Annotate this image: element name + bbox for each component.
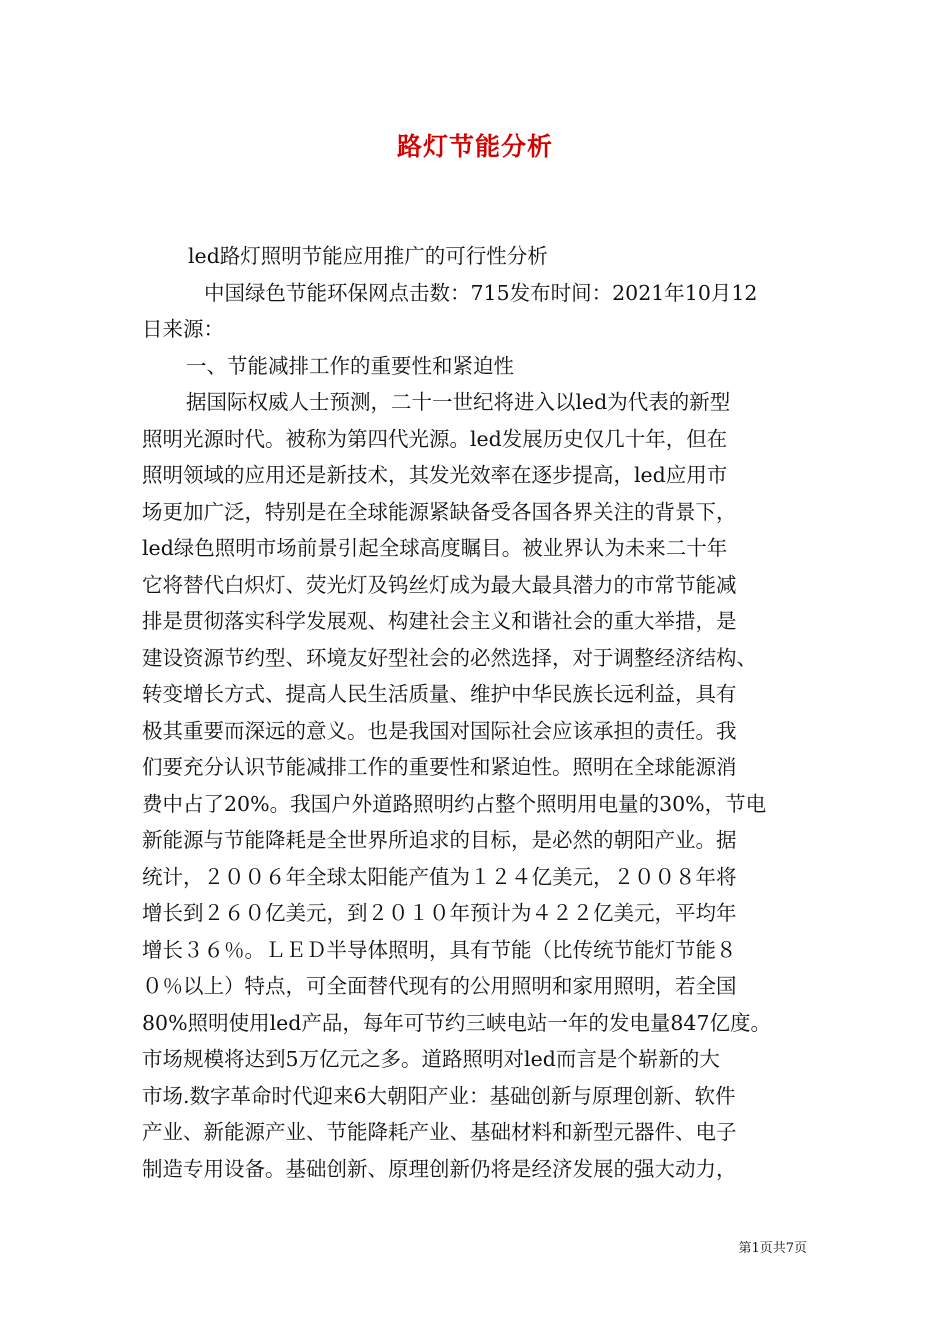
paragraph-line: 场更加广泛，特别是在全球能源紧缺备受各国各界关注的背景下， [142,499,737,524]
paragraph-line: 据国际权威人士预测，二十一世纪将进入以led为代表的新型 [186,390,731,414]
paragraph-line: 80%照明使用led产品，每年可节约三峡电站一年的发电量847亿度。 [142,1010,772,1035]
paragraph-line: led绿色照明市场前景引起全球高度瞩目。被业界认为未来二十年 [142,536,728,560]
paragraph-line: 增长３６％。ＬＥＤ半导体照明，具有节能（比传统节能灯节能８ [142,937,737,962]
section-heading: 一、节能减排工作的重要性和紧迫性 [186,353,514,378]
paragraph [142,384,810,1187]
paragraph-line: 转变增长方式、提高人民生活质量、维护中华民族长远利益，具有 [142,682,737,706]
paragraph-line: 增长到２６０亿美元，到２０１０年预计为４２２亿美元，平均年 [142,901,737,925]
paragraph-line: 市场.数字革命时代迎来6大朝阳产业：基础创新与原理创新、软件 [142,1083,736,1108]
paragraph-line: 建设资源节约型、环境友好型社会的必然选择，对于调整经济结构、 [142,645,757,670]
paragraph-line: 照明光源时代。被称为第四代光源。led发展历史仅几十年，但在 [142,426,728,451]
paragraph-line: 照明领域的应用还是新技术，其发光效率在逐步提高，led应用市 [142,463,728,487]
subtitle-line: led路灯照明节能应用推广的可行性分析 [188,244,548,268]
paragraph-line: 排是贯彻落实科学发展观、构建社会主义和谐社会的重大举措，是 [142,609,737,633]
paragraph-line: 极其重要而深远的意义。也是我国对国际社会应该承担的责任。我 [142,718,737,743]
paragraph-line: 们要充分认识节能减排工作的重要性和紧迫性。照明在全球能源消 [142,755,737,779]
paragraph-line: 它将替代白炽灯、荧光灯及钨丝灯成为最大最具潜力的市常节能减 [142,572,737,597]
document-body [142,238,810,1187]
paragraph-line: 新能源与节能降耗是全世界所追求的目标，是必然的朝阳产业。据 [142,828,737,852]
page-number-footer: 第1页共7页 [738,1241,807,1256]
paragraph-line: 制造专用设备。基础创新、原理创新仍将是经济发展的强大动力， [142,1156,737,1181]
meta-line: 中国绿色节能环保网点击数：715发布时间：2021年10月12 [204,280,758,305]
meta-line-continued: 日来源： [142,317,224,341]
paragraph-line: 产业、新能源产业、节能降耗产业、基础材料和新型元器件、电子 [142,1120,737,1144]
paragraph-line: 费中占了20%。我国户外道路照明约占整个照明用电量的30%，节电 [142,791,767,816]
paragraph-line: 市场规模将达到5万亿元之多。道路照明对led而言是个崭新的大 [142,1047,720,1071]
paragraph-line: ０％以上）特点，可全面替代现有的公用照明和家用照明，若全国 [142,974,737,998]
paragraph-line: 统计，２００６年全球太阳能产值为１２４亿美元，２００８年将 [142,864,737,889]
document-title: 路灯节能分析 [396,132,553,161]
